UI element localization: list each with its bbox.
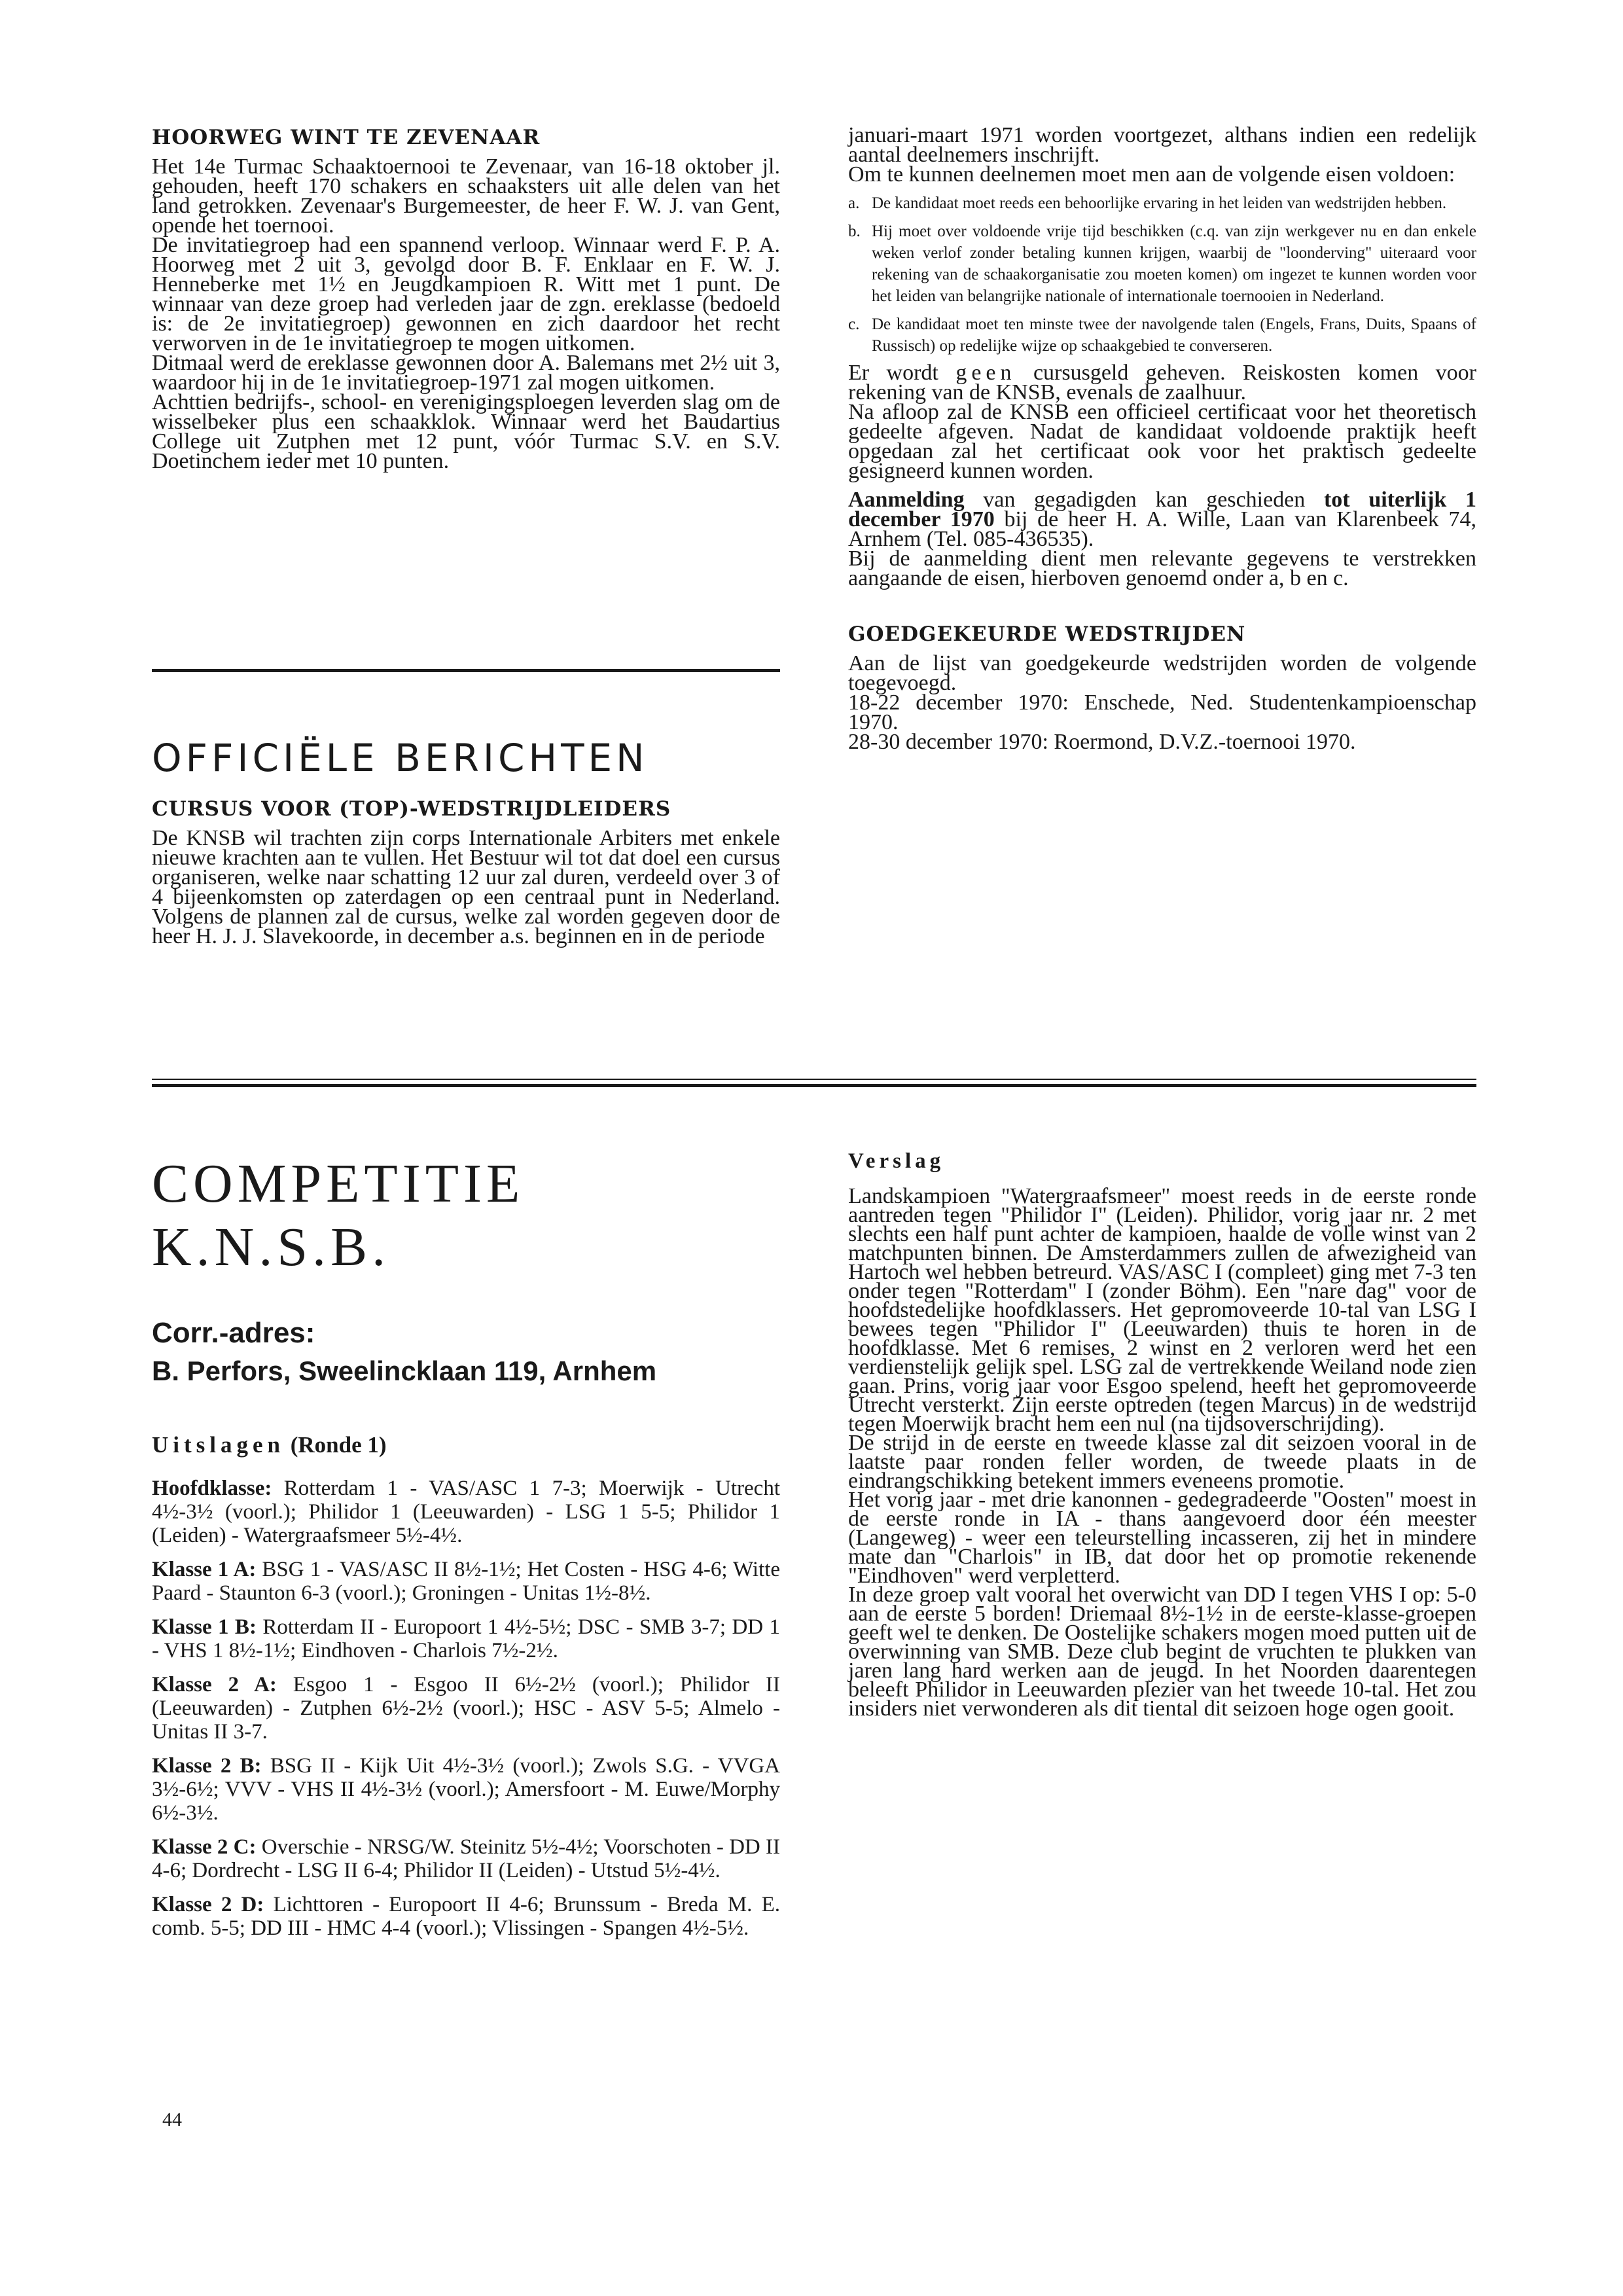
result-klasse-2c [152, 1835, 780, 1882]
verslag-body [848, 1184, 1476, 1721]
corr-label: Corr.-adres: [152, 1317, 315, 1349]
list-marker: b. [848, 223, 861, 240]
list-item-text: Hij moet over voldoende vrije tijd beschikken (c.q. van zijn werkgever nu en dan enkele weken verlof zonder betaling kunnen krijgen, waarbij de "loonderving" uiteraard voor rekening van de schaakorganisatie zou moeten komen) om ingezet te kunnen worden voor het leiden van belangrijke nationale of internationale toernooien in Nederland. [872, 223, 1476, 305]
result-hoofdklasse [152, 1477, 780, 1547]
section-divider [152, 1079, 1476, 1080]
cursus-paragraph [152, 826, 780, 948]
list-item-text: De kandidaat moet reeds een behoorlijke ervaring in het leiden van wedstrijden hebben. [872, 194, 1447, 212]
paragraph: Het vorig jaar - met drie kanonnen - gedegradeerde "Oosten" moest in de eerste ronde in IA - thans aangevoerd door één meester (Langeweg) - weer een teleurstelling incasseren, zij het in mindere mate dan "Charlois" in IB, dat door het op promotie rekenende "Eindhoven" werd verpletterd. [848, 1488, 1476, 1588]
verslag-column [848, 1144, 1476, 1721]
paragraph: Na afloop zal de KNSB een officieel certificaat voor het theoretisch gedeelte afgeven. Nadat de kandidaat voldoende praktijk heeft opgedaan zal het certificaat ook voor het praktisch gedeelte gesigneerd kunnen worden. [848, 400, 1476, 483]
result-text: Lichttoren - Europoort II 4-6; Brunssum - Breda M. E. comb. 5-5; DD III - HMC 4-4 (voorl.); Vlissingen - Spangen 4½-5½. [152, 1893, 781, 1940]
article-body-hoorweg [152, 154, 780, 473]
text-fragment: Er wordt [848, 361, 956, 385]
klasse-label: Klasse 1 B: [152, 1615, 257, 1639]
paragraph: Ditmaal werd de ereklasse gewonnen door A. Balemans met 2½ uit 3, waardoor hij in de 1e invitatiegroep-1971 zal mogen uitkomen. [152, 351, 780, 395]
list-item [848, 221, 1476, 307]
result-text: Rotterdam II - Europoort 1 4½-5½; DSC - SMB 3-7; DD 1 - VHS 1 8½-1½; Eindhoven - Charlois 7½-2½. [152, 1615, 780, 1662]
requirements-list [848, 192, 1476, 357]
list-item [848, 314, 1476, 357]
text-fragment: tot uiterlijk 1 december 1970 [848, 488, 1476, 531]
result-klasse-1b [152, 1615, 780, 1662]
list-item: 28-30 december 1970: Roermond, D.V.Z.-toernooi 1970. [848, 730, 1356, 754]
text-fragment: geen [955, 361, 1016, 385]
result-klasse-2b [152, 1754, 780, 1825]
paragraph: Om te kunnen deelnemen moet men aan de volgende eisen voldoen: [848, 162, 1455, 187]
paragraph: Het 14e Turmac Schaaktoernooi te Zevenaar, van 16-18 oktober jl. gehouden, heeft 170 schakers en schaaksters uit alle delen van het land getrokken. Zevenaar's Burgemeester, de heer F. W. J. van Gent, opende het toernooi. [152, 154, 780, 238]
result-text: Rotterdam 1 - VAS/ASC 1 7-3; Moerwijk - Utrecht 4½-3½ (voorl.); Philidor 1 (Leeuwarden) - LSG 1 5-5; Philidor 1 (Leiden) - Watergraafsmeer 5½-4½. [152, 1477, 780, 1547]
right-top-column [848, 123, 1476, 754]
paragraph [848, 363, 1476, 403]
section-title-officiele: OFFICIËLE BERICHTEN [152, 736, 649, 780]
paragraph: Landskampioen "Watergraafsmeer" moest reeds in de eerste ronde aantreden tegen "Philidor I" (Leiden). Philidor, vorig jaar nr. 2 met slechts een half punt achter de kampioen, haalde de volle winst van 2 matchpunten binnen. De Amsterdammers zullen de afwezigheid van Hartoch wel hebben betreurd. VAS/ASC I (compleet) ging met 7-3 ten onder tegen "Rotterdam" I (zonder Böhm). Een "nare dag" voor de hoofdstedelijke hoofdklassers. Het gepromoveerde 10-tal van LSG I bewees tegen "Philidor I" (Leeuwarden) thuis te horen in de hoofdklasse. Met 6 remises, 2 winst en 2 verloren werd het een verdienstelijk gelijk spel. LSG zal de vertrekkende Weiland node zien gaan. Prins, vorig jaar voor Esgoo spelend, heeft het gepromoveerde Utrecht versterkt. Zijn eerste optreden (tegen Marcus) in de wedstrijd tegen Moerwijk bracht hem een nul (na tijdsoverschrijding). [848, 1184, 1476, 1436]
list-marker: c. [848, 315, 860, 333]
paragraph: In deze groep valt vooral het overwicht van DD I tegen VHS I op: 5-0 aan de eerste 5 borden! Driemaal 8½-1½ in de eerste-klasse-groepen geeft wel te denken. De Oostelijke schakers mogen moed putten uit de overwinning van SMB. Deze club begint de vruchten te plukken van jaren lang hard werken aan de jeugd. In het Noorden daarentegen beleeft Philidor in Leeuwarden plezier van het tweede 10-tal. Het zou insiders niet verwonderen als dit tiental dit seizoen hoge ogen gooit. [848, 1583, 1476, 1721]
officiele-section [152, 736, 780, 946]
paragraph [848, 490, 1476, 549]
result-text: BSG 1 - VAS/ASC II 8½-1½; Het Costen - HSG 4-6; Witte Paard - Staunton 6-3 (voorl.); Groningen - Unitas 1½-8½. [152, 1558, 781, 1605]
heading-goedgekeurde: GOEDGEKEURDE WEDSTRIJDEN [848, 622, 1246, 646]
list-item [848, 192, 1476, 214]
result-klasse-2d [152, 1893, 780, 1940]
text-fragment: Aanmelding [848, 488, 965, 512]
klasse-label: Klasse 2 D: [152, 1893, 264, 1916]
paragraph: De KNSB wil trachten zijn corps Internationale Arbiters met enkele nieuwe krachten aan te vullen. Het Bestuur wil tot dat doel een cursus organiseren, welke naar schatting 12 uur zal duren, verdeeld over 3 of 4 bijeenkomsten op zaterdagen op een centraal punt in Nederland. Volgens de plannen zal de cursus, welke zal worden gegeven door de heer H. J. J. Slavekoorde, in december a.s. beginnen en in de periode [152, 826, 780, 948]
list-item-text: De kandidaat moet ten minste twee der navolgende talen (Engels, Frans, Duits, Spaans of Russisch) op redelijke wijze op schaakgebied te converseren. [872, 315, 1476, 355]
section-divider [152, 1084, 1476, 1087]
klasse-label: Klasse 1 A: [152, 1558, 257, 1581]
paragraph: Aan de lijst van goedgekeurde wedstrijden worden de volgende toegevoegd. [848, 651, 1476, 695]
klasse-label: Klasse 2 B: [152, 1754, 262, 1778]
klasse-label: Klasse 2 A: [152, 1673, 277, 1696]
paragraph: De invitatiegroep had een spannend verloop. Winnaar werd F. P. A. Hoorweg met 2 uit 3, gevolgd door B. F. Enklaar en F. W. J. Henneberke met 1½ en Jeugdkampioen R. Witt met 1 punt. De winnaar van deze groep had verleden jaar de zgn. ereklasse (bedoeld is: de 2e invitatiegroep) gewonnen en zich daardoor het recht verworven in de 1e invitatiegroep te mogen uitkomen. [152, 233, 780, 355]
cursus-details [848, 363, 1476, 588]
text-fragment: bij de heer H. A. Wille, Laan van Klarenbeek 74, Arnhem (Tel. 085-436535). [848, 507, 1476, 551]
corr-address: B. Perfors, Sweelincklaan 119, Arnhem [152, 1355, 657, 1386]
text-fragment: van gegadigden kan geschieden [964, 488, 1324, 512]
result-text: Overschie - NRSG/W. Steinitz 5½-4½; Voorschoten - DD II 4-6; Dordrecht - LSG II 6-4; Philidor II (Leiden) - Utstud 5½-4½. [152, 1835, 780, 1882]
verslag-heading: Verslag [848, 1149, 945, 1173]
paragraph: januari-maart 1971 worden voortgezet, althans indien een redelijk aantal deelnemers inschrijft. [848, 123, 1476, 167]
text-fragment: Uitslagen [152, 1432, 285, 1458]
section-title-competitie: COMPETITIE K.N.S.B. [152, 1153, 525, 1278]
paragraph: De strijd in de eerste en tweede klasse zal dit seizoen vooral in de laatste paar ronden feller worden, de tweede plaats in de eindrangschikking betekent immers eveneens promotie. [848, 1431, 1476, 1493]
result-klasse-1a [152, 1558, 780, 1605]
text-fragment: cursusgeld geheven. Reiskosten komen voor rekening van de KNSB, evenals de zaalhuur. [848, 361, 1476, 404]
left-top-column [152, 126, 780, 471]
result-text: Esgoo 1 - Esgoo II 6½-2½ (voorl.); Philidor II (Leeuwarden) - Zutphen 6½-2½ (voorl.); HSC - ASV 5-5; Almelo - Unitas II 3-7. [152, 1673, 781, 1744]
competitie-column [152, 1152, 780, 1950]
goedgekeurde-body [848, 651, 1476, 754]
cursus-continuation [848, 123, 1476, 187]
klasse-label: Hoofdklasse: [152, 1477, 272, 1500]
list-item: 18-22 december 1970: Enschede, Ned. Studentenkampioenschap 1970. [848, 691, 1476, 734]
klasse-label: Klasse 2 C: [152, 1835, 257, 1859]
paragraph: Bij de aanmelding dient men relevante gegevens te verstrekken aangaande de eisen, hierboven genoemd onder a, b en c. [848, 547, 1476, 590]
text-fragment: (Ronde 1) [290, 1432, 387, 1458]
paragraph: Achttien bedrijfs-, school- en verenigingsploegen leverden slag om de wisselbeker plus een schaakklok. Winnaar werd het Baudartius College uit Zutphen met 12 punt, vóór Turmac S.V. en S.V. Doetinchem ieder met 10 punten. [152, 390, 780, 473]
result-klasse-2a [152, 1673, 780, 1744]
page-number: 44 [162, 2109, 182, 2130]
list-marker: a. [848, 194, 860, 212]
divider-rule [152, 669, 780, 672]
uitslagen-heading [152, 1432, 780, 1458]
result-text: BSG II - Kijk Uit 4½-3½ (voorl.); Zwols S.G. - VVGA 3½-6½; VVV - VHS II 4½-3½ (voorl.); Amersfoort - M. Euwe/Morphy 6½-3½. [152, 1754, 781, 1825]
subheading-cursus: CURSUS VOOR (TOP)-WEDSTRIJDLEIDERS [152, 797, 671, 821]
article-heading-hoorweg: HOORWEG WINT TE ZEVENAAR [152, 126, 541, 149]
